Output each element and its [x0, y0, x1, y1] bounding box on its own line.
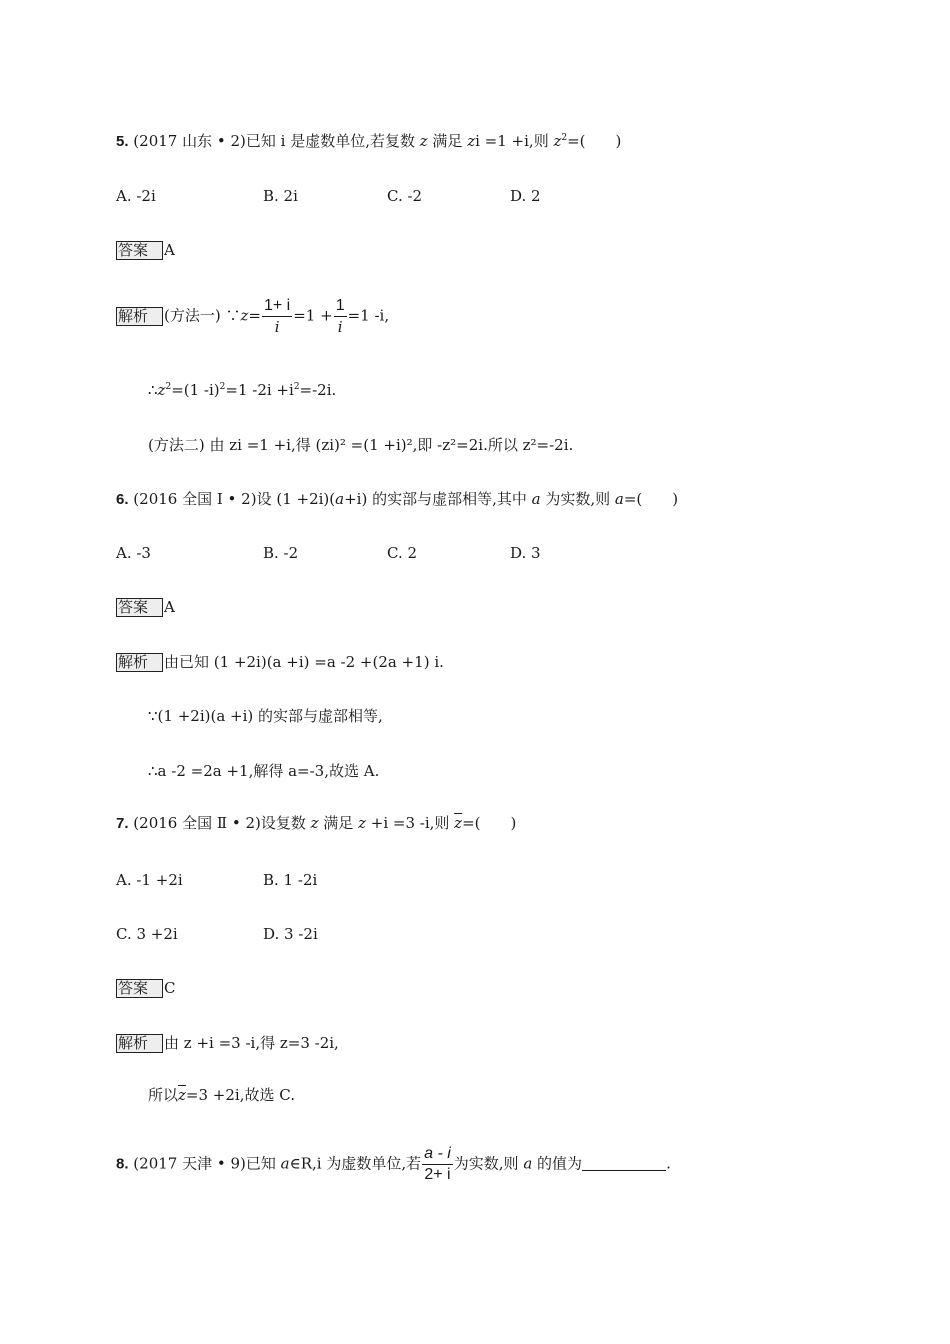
analysis-step: 所以$\overline{z}=3 +2i$,故选 C.	[148, 1086, 295, 1104]
analysis-label: 解析	[116, 653, 163, 672]
question-source: (2016 全国 Ⅱ • 2)	[133, 814, 261, 832]
question-source: (2017 山东 • 2)	[133, 132, 246, 150]
question-number: 7.	[116, 815, 129, 832]
answer-line	[116, 240, 175, 260]
conjugate-z: $\overline{z}$	[454, 814, 463, 832]
question-7-stem: 7. (2016 全国 Ⅱ • 2)设复数 z 满足 z +i =3 -i,则 $\overline{z}=$( )	[116, 814, 517, 832]
answer-label: 答案	[116, 241, 163, 260]
question-number: 8.	[116, 1155, 129, 1173]
answer-label: 答案	[116, 598, 163, 617]
option-d: D. 3	[510, 544, 541, 562]
question-number: 5.	[116, 133, 129, 150]
analysis-line: 解析 (方法一) ∵z= $\frac{1+ i}{i}$ =1 + $\frac{1}{i}$ =1 -i,	[118, 297, 390, 336]
answer-value: C	[164, 979, 176, 997]
option-a: A. -3	[116, 544, 151, 562]
answer-line	[116, 978, 176, 998]
answer-label: 答案	[116, 979, 163, 998]
option-b: B. -2	[263, 544, 299, 562]
question-6-stem: 6. (2016 全国 Ⅰ • 2)设 (1 +2i)(a+i) 的实部与虚部相等,其中 a 为实数,则 a=( )	[116, 490, 679, 508]
option-c: C. -2	[387, 187, 423, 205]
answer-blank[interactable]	[582, 1156, 666, 1171]
answer-value: A	[164, 241, 175, 259]
analysis-step: $\therefore z^2=(1$ -i)$^2$=1 $-2i +i^2=-2i$.	[148, 381, 337, 399]
answer-value: A	[164, 598, 175, 616]
analysis-label: 解析	[116, 307, 163, 326]
fraction: $\frac{1+ i}{i}$	[263, 297, 291, 336]
option-d: D. 2	[510, 187, 541, 205]
option-d: D. 3 -2i	[263, 925, 318, 943]
analysis-method-2: (方法二) 由 zi =1 +i,得 (zi)² =(1 +i)²,即 -z²=2i.所以 z²=-2i.	[148, 436, 574, 454]
analysis-step: ∵(1 +2i)(a +i) 的实部与虚部相等,	[148, 707, 383, 725]
fraction: $\frac{a - i}{2+ i}$	[424, 1145, 451, 1183]
question-source: (2016 全国 Ⅰ • 2)	[133, 490, 257, 508]
question-number: 6.	[116, 491, 129, 508]
analysis-line: 解析 由 z +i =3 -i,得 z=3 -2i,	[118, 1034, 339, 1052]
fraction: $\frac{1}{i}$	[335, 297, 345, 336]
answer-line	[116, 597, 175, 617]
analysis-step: ∴a -2 =2a +1,解得 a=-3,故选 A.	[148, 762, 380, 780]
option-b: B. 2i	[263, 187, 298, 205]
question-5-stem: 5. (2017 山东 • 2)已知 i 是虚数单位,若复数 z 满足 zi =1 +i,则 $z^2=$( )	[116, 132, 622, 150]
option-c: C. 2	[387, 544, 418, 562]
option-b: B. 1 -2i	[263, 871, 318, 889]
question-source: (2017 天津 • 9)	[133, 1154, 246, 1173]
analysis-line: 解析 由已知 (1 +2i)(a +i) =a -2 +(2a +1) i.	[118, 653, 444, 671]
option-c: C. 3 +2i	[116, 925, 178, 943]
analysis-label: 解析	[116, 1034, 163, 1053]
option-a: A. -2i	[116, 187, 156, 205]
option-a: A. -1 +2i	[116, 871, 183, 889]
question-8-stem: 8. (2017 天津 • 9)已知 a∈R,i 为虚数单位,若 $\frac{a - i}{2+ i}$ 为实数,则 a 的值为 .	[116, 1145, 671, 1183]
conjugate-z: $\overline{z}$	[178, 1086, 186, 1104]
